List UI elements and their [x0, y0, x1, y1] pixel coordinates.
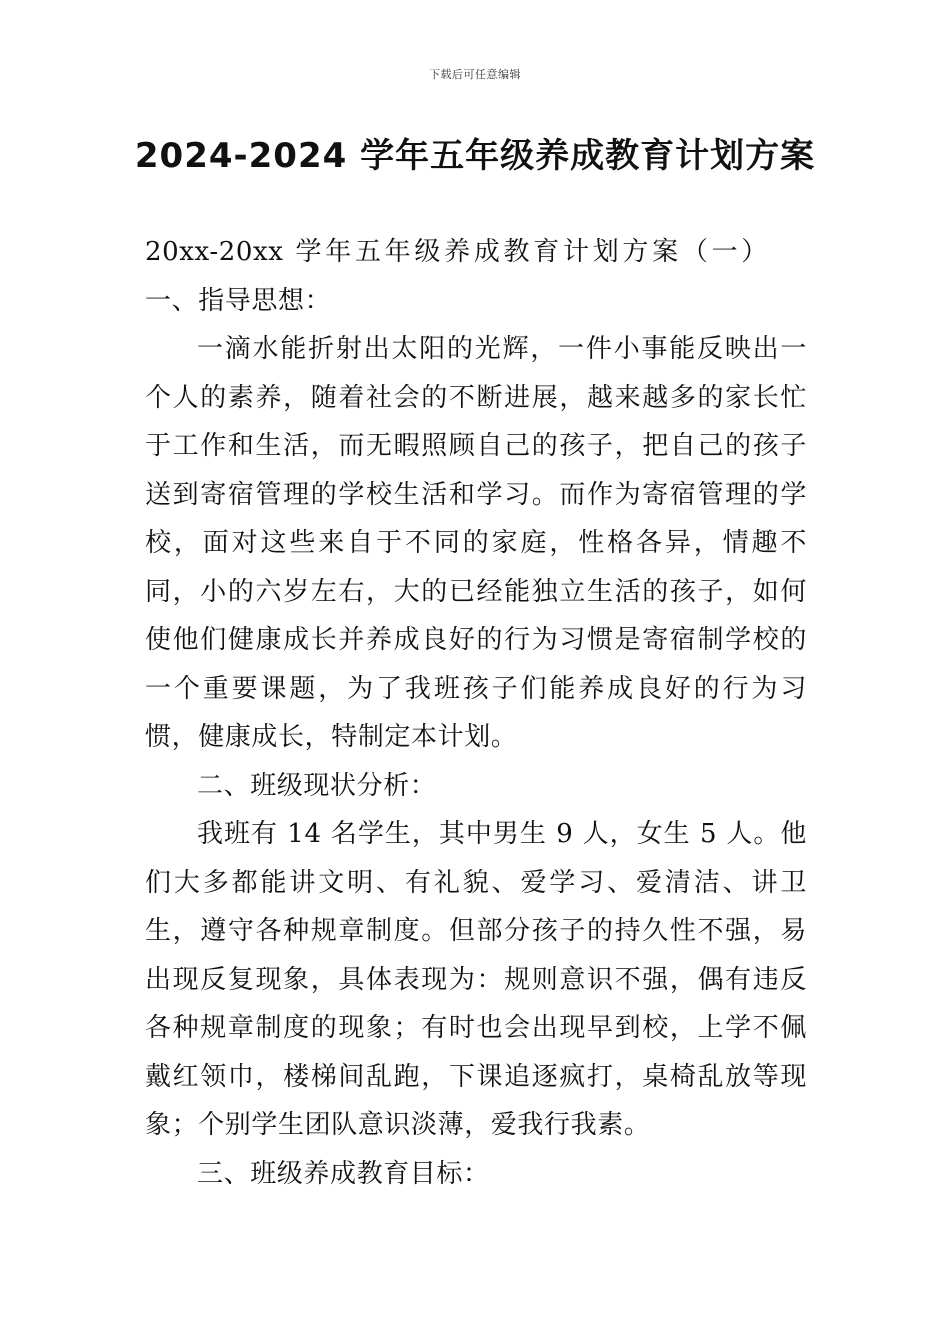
section-heading-class-goals: 三、班级养成教育目标： — [197, 1158, 490, 1189]
intro-plan-name: 20xx-20xx 学年五年级养成教育计划方案（一） — [145, 237, 771, 267]
intro-paragraph — [145, 228, 807, 325]
section-heading-guiding-thought: 一、指导思想： — [145, 285, 332, 316]
document-body — [145, 228, 807, 1198]
paragraph-guiding-thought: 一滴水能折射出太阳的光辉，一件小事能反映出一个人的素养，随着社会的不断进展，越来越多的家长忙于工作和生活，而无暇照顾自己的孩子，把自己的孩子送到寄宿管理的学校生活和学习。而作为寄宿管理的学校，面对这些来自于不同的家庭，性格各异，情趣不同，小的六岁左右，大的已经能独立生活的孩子，如何使他们健康成长并养成良好的行为习惯是寄宿制学校的一个重要课题，为了我班孩子们能养成良好的行为习惯，健康成长，特制定本计划。 — [145, 334, 807, 752]
header-note: 下载后可任意编辑 — [429, 68, 521, 81]
paragraph-class-analysis: 我班有 14 名学生，其中男生 9 人，女生 5 人。他们大多都能讲文明、有礼貌、爱学习、爱清洁、讲卫生，遵守各种规章制度。但部分孩子的持久性不强，易出现反复现象，具体表现为：规则意识不强，偶有违反各种规章制度的现象；有时也会出现早到校，上学不佩戴红领巾，楼梯间乱跑，下课追逐疯打，桌椅乱放等现象；个别学生团队意识淡薄，爱我行我素。 — [145, 819, 807, 1140]
document-title: 2024-2024 学年五年级养成教育计划方案 — [134, 136, 816, 176]
section-heading-class-analysis: 二、班级现状分析： — [197, 770, 437, 801]
